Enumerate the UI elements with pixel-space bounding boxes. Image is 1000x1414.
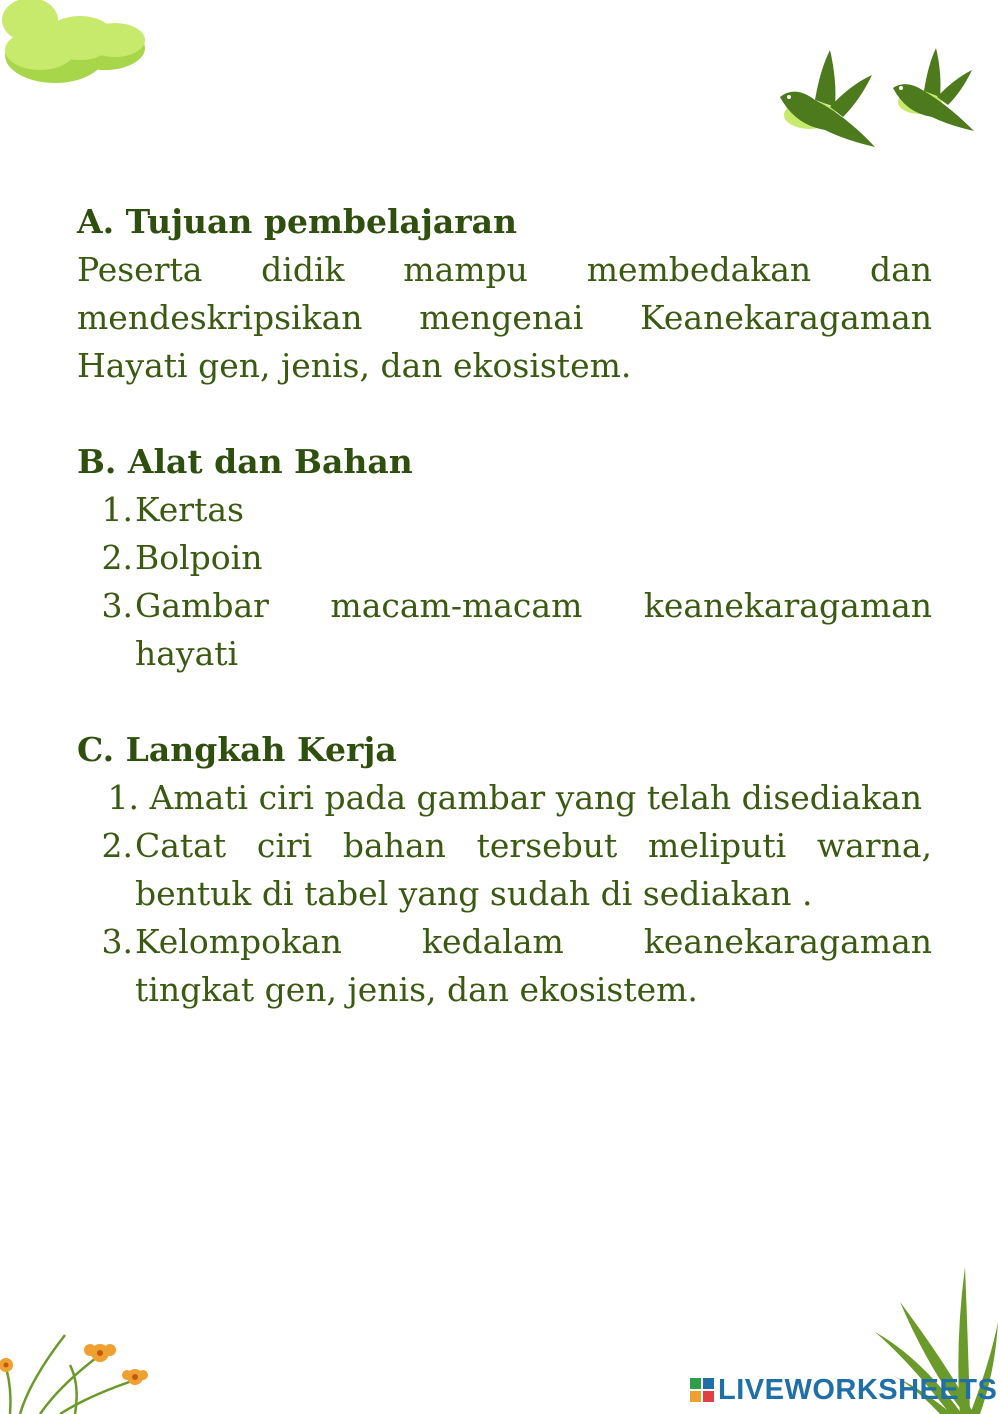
logo-text: LIVEWORKSHEETS (718, 1373, 998, 1406)
list-text-line: Catat ciri bahan tersebut meliputi warna, (135, 826, 932, 865)
list-text-line: tingkat gen, jenis, dan ekosistem. (135, 970, 698, 1009)
logo-mark-icon (690, 1378, 714, 1402)
objective-line-2: mendeskripsikan mengenai Keanekaragaman (77, 298, 932, 337)
flowers-decoration (0, 1325, 160, 1414)
list-item (77, 582, 932, 678)
section-c-heading: C. Langkah Kerja (77, 730, 397, 769)
list-text-line: hayati (135, 634, 239, 673)
list-number: 2. (101, 826, 133, 865)
list-text: Kertas (135, 490, 244, 529)
birds-decoration (775, 45, 980, 155)
steps-list (77, 774, 932, 1014)
list-number: 3. (101, 922, 133, 961)
liveworksheets-logo (690, 1372, 997, 1408)
list-item (77, 486, 932, 534)
list-item (77, 534, 932, 582)
list-item (77, 774, 932, 822)
list-text (135, 822, 932, 918)
section-b-heading: B. Alat dan Bahan (77, 442, 413, 481)
list-item (77, 822, 932, 918)
list-item (77, 918, 932, 1014)
objective-line-3: Hayati gen, jenis, dan ekosistem. (77, 346, 632, 385)
list-number: 1. (107, 778, 139, 817)
list-text: Bolpoin (135, 538, 263, 577)
list-number: 2. (101, 538, 133, 577)
section-a-heading: A. Tujuan pembelajaran (77, 202, 517, 241)
materials-list (77, 486, 932, 678)
list-text (135, 582, 932, 678)
objective-line-1: Peserta didik mampu membedakan dan (77, 250, 932, 289)
list-text-line: Gambar macam-macam keanekaragaman (135, 586, 932, 625)
worksheet-content (77, 198, 932, 1014)
list-number: 1. (101, 490, 133, 529)
list-text: Amati ciri pada gambar yang telah disediakan (139, 778, 923, 817)
list-text-line: Kelompokan kedalam keanekaragaman (135, 922, 932, 961)
list-text-line: bentuk di tabel yang sudah di sediakan . (135, 874, 813, 913)
list-text (135, 918, 932, 1014)
cloud-decoration (0, 0, 150, 90)
list-number: 3. (101, 586, 133, 625)
